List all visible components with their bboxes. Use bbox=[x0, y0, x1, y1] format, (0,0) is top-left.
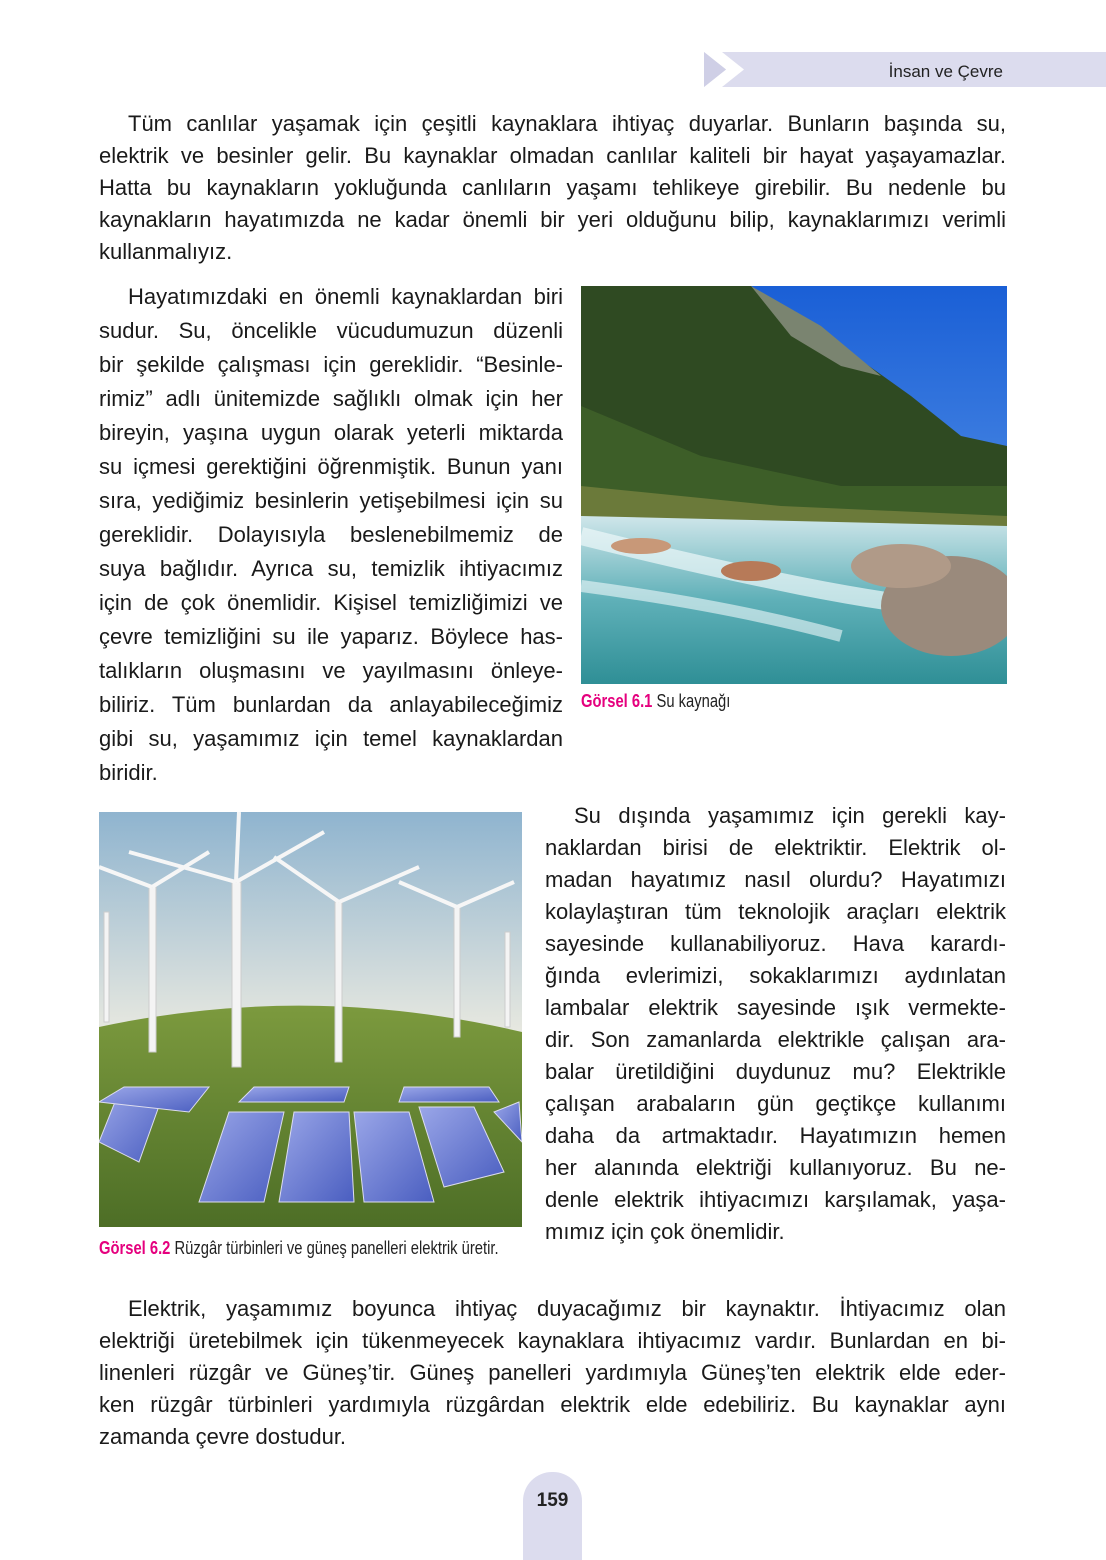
text-line: sıra, yediğimiz besinlerin yetişebilmesi için su bbox=[99, 488, 563, 513]
text-line: sayesinde kullanabiliyoruz. Hava karardı- bbox=[545, 931, 1006, 956]
figure-caption-6-1 bbox=[581, 689, 827, 713]
paragraph-renewable bbox=[99, 1293, 1006, 1453]
text-line: kolaylaştıran tüm teknolojik araçları elektrik bbox=[545, 899, 1006, 924]
text-line: Elektrik, yaşamımız boyunca ihtiyaç duyacağımız bir kaynaktır. İhtiyacımız olan bbox=[128, 1296, 1006, 1321]
text-line: ken rüzgâr türbinleri yardımıyla rüzgârdan elektrik elde edebiliriz. Bu kaynaklar aynı bbox=[99, 1392, 1006, 1417]
text-line: çalışan arabaların gün geçtikçe kullanımı bbox=[545, 1091, 1006, 1116]
figure-text: Rüzgâr türbinleri ve güneş panelleri elektrik üretir. bbox=[174, 1238, 499, 1258]
text-line: zamanda çevre dostudur. bbox=[99, 1424, 347, 1449]
text-line: Hatta bu kaynakların yokluğunda canlıların yaşamı tehlikeye girebilir. Bu nedenle bu bbox=[99, 175, 1006, 200]
text-line: mımız için çok önemlidir. bbox=[545, 1219, 785, 1244]
text-line: çevre temizliğini su ile yaparız. Böylece has- bbox=[99, 624, 563, 649]
text-line: dir. Son zamanlarda elektrikle çalışan ara- bbox=[545, 1027, 1006, 1052]
text-line: elektrik ve besinler gelir. Bu kaynaklar olmadan canlılar kaliteli bir hayat yaşayamazlar. bbox=[99, 143, 1006, 168]
wind-solar-photo bbox=[99, 812, 522, 1227]
text-line: her alanında elektriği kullanıyoruz. Bu ne- bbox=[545, 1155, 1006, 1180]
text-line: su içmesi gerektiğini öğrenmiştik. Bunun yanı bbox=[99, 454, 563, 479]
text-line: bir şekilde çalışması için gereklidir. “Besinle- bbox=[99, 352, 563, 377]
text-line: balar üretildiğini duydunuz mu? Elektrikle bbox=[545, 1059, 1006, 1084]
text-line: sudur. Su, öncelikle vücudumuzun düzenli bbox=[99, 318, 563, 343]
chevron-decoration-icon bbox=[704, 52, 744, 87]
text-line: suya bağlıdır. Ayrıca su, temizlik ihtiyacımız bbox=[99, 556, 563, 581]
text-line: kaynakların hayatımızda ne kadar önemli bir yeri olduğunu bilip, kaynaklarımızı verimli bbox=[99, 207, 1006, 232]
text-line: daha da artmaktadır. Hayatımızın hemen bbox=[545, 1123, 1006, 1148]
text-line: biridir. bbox=[99, 760, 158, 785]
figure-caption-6-2 bbox=[99, 1236, 509, 1260]
text-line: linenleri rüzgâr ve Güneş’tir. Güneş panelleri yardımıyla Güneş’ten elektrik elde eder- bbox=[99, 1360, 1006, 1385]
paragraph-electricity bbox=[545, 800, 1006, 1248]
chapter-header bbox=[704, 52, 1106, 87]
text-line: gereklidir. Dolayısıyla beslenebilmemiz de bbox=[99, 522, 563, 547]
text-line: bireyin, yaşına uygun olarak yeterli miktarda bbox=[99, 420, 563, 445]
text-line: Su dışında yaşamımız için gerekli kay- bbox=[574, 803, 1006, 828]
text-line: elektriği üretebilmek için tükenmeyecek kaynaklara ihtiyacımız vardır. Bunlardan en bi- bbox=[99, 1328, 1006, 1353]
chapter-title: İnsan ve Çevre bbox=[888, 62, 1003, 81]
text-line: lambalar elektrik sayesinde ışık vermekte- bbox=[545, 995, 1006, 1020]
text-line: talıkların oluşmasını ve yayılmasını önleye- bbox=[99, 658, 563, 683]
page-number: 159 bbox=[536, 1490, 569, 1511]
text-line: Tüm canlılar yaşamak için çeşitli kaynaklara ihtiyaç duyarlar. Bunların başında su, bbox=[128, 111, 1006, 136]
figure-text: Su kaynağı bbox=[656, 691, 731, 711]
text-line: Hayatımızdaki en önemli kaynaklardan biri bbox=[128, 284, 563, 309]
text-line: rimiz” adlı ünitemizde sağlıklı olmak için her bbox=[99, 386, 563, 411]
water-source-photo bbox=[581, 286, 1007, 684]
figure-label: Görsel 6.2 bbox=[99, 1238, 171, 1258]
text-line: kullanmalıyız. bbox=[99, 239, 233, 264]
page-number-tab bbox=[523, 1472, 582, 1560]
figure-label: Görsel 6.1 bbox=[581, 691, 653, 711]
text-line: denle elektrik ihtiyacımızı karşılamak, yaşa- bbox=[545, 1187, 1006, 1212]
text-line: için de çok önemlidir. Kişisel temizliğimizi ve bbox=[99, 590, 563, 615]
text-line: gibi su, yaşamımız için temel kaynaklardan bbox=[99, 726, 563, 751]
text-line: naklardan birisi de elektriktir. Elektrik ol- bbox=[545, 835, 1006, 860]
paragraph-intro bbox=[99, 108, 1006, 268]
text-line: biliriz. Tüm bunlardan da anlayabileceğimiz bbox=[99, 692, 563, 717]
paragraph-water bbox=[99, 280, 563, 790]
text-line: ğında evlerimizi, sokaklarımızı aydınlatan bbox=[545, 963, 1006, 988]
text-line: madan hayatımız nasıl olurdu? Hayatımızı bbox=[545, 867, 1006, 892]
